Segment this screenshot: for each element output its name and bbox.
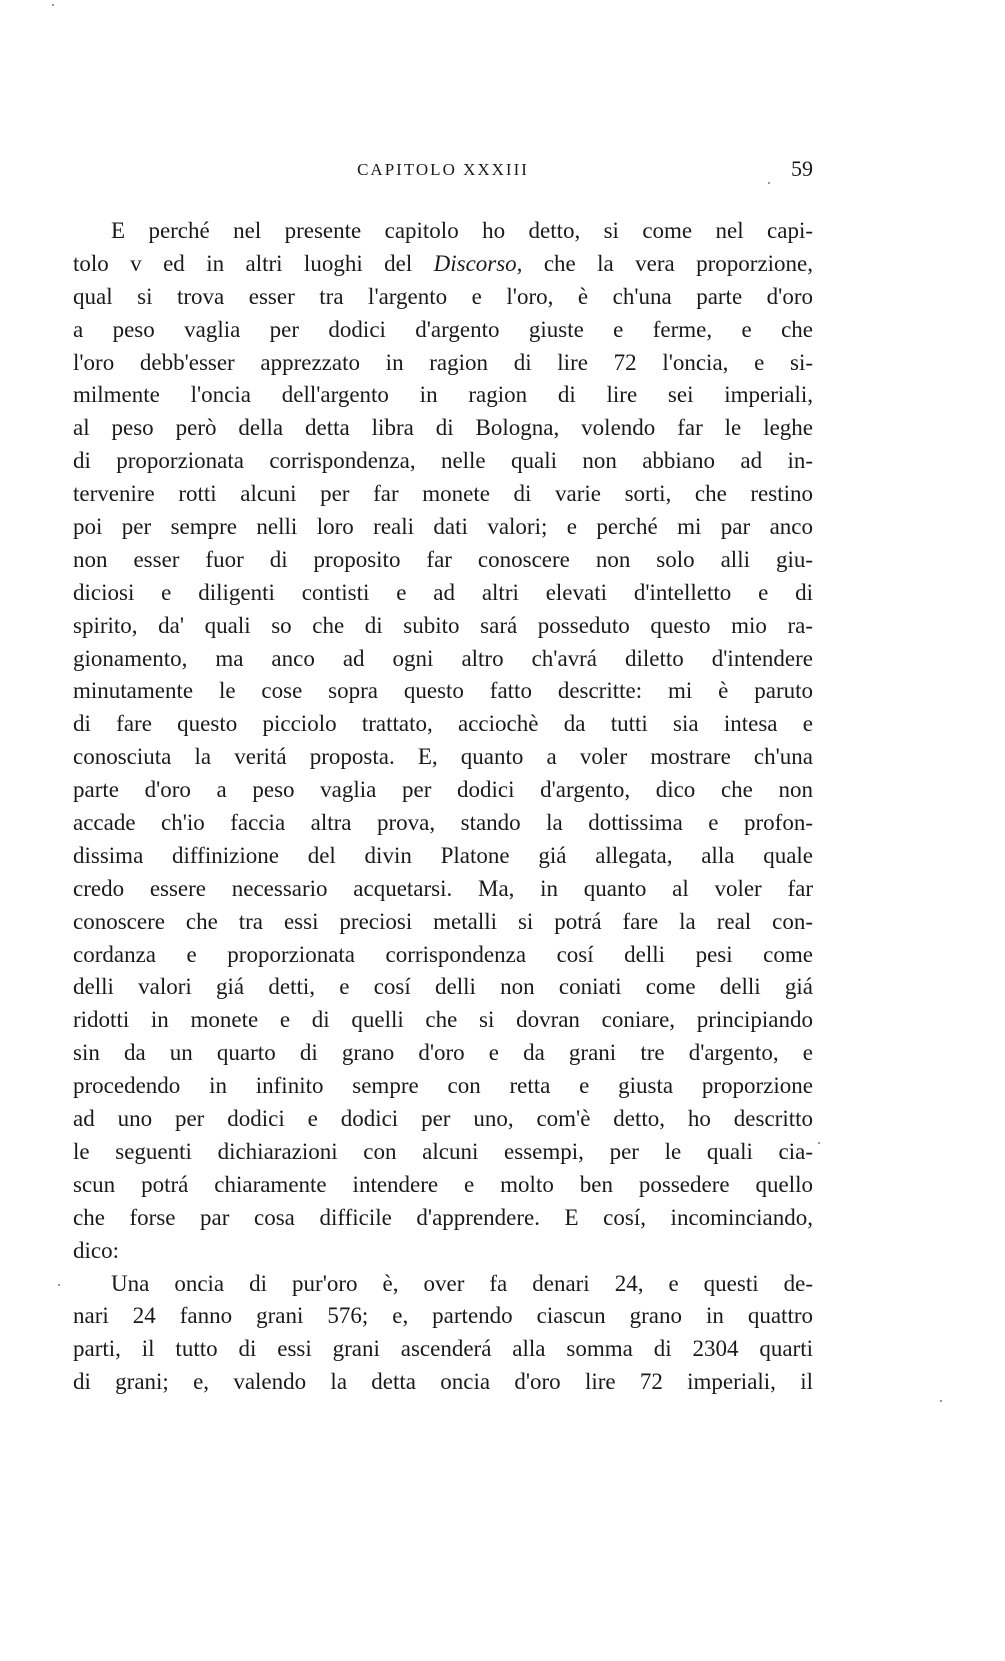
text-line: qual si trova esser tra l'argento e l'oro, è ch'una parte d'oro [73, 283, 813, 309]
italic-title: Discorso, [433, 250, 523, 276]
text-line: non esser fuor di proposito far conoscere non solo alli giu- [73, 546, 813, 572]
text-line: tervenire rotti alcuni per far monete di varie sorti, che restino [73, 481, 813, 507]
text-line: scun potrá chiaramente intendere e molto ben possedere quello [73, 1171, 813, 1197]
scan-speck [768, 182, 770, 184]
text-line: delli valori giá detti, e cosí delli non coniati come delli giá [73, 974, 813, 1000]
page-header [73, 156, 813, 186]
text-line: ad uno per dodici e dodici per uno, com'è detto, ho descritto [73, 1106, 813, 1132]
text-line: minutamente le cose sopra questo fatto descritte: mi è paruto [73, 678, 813, 704]
running-title: CAPITOLO XXXIII [357, 160, 529, 179]
text-line: che forse par cosa difficile d'apprendere. E cosí, incominciando, [73, 1204, 813, 1230]
text-line: le seguenti dichiarazioni con alcuni essempi, per le quali cia- [73, 1138, 813, 1164]
text-line: procedendo in infinito sempre con retta e giusta proporzione [73, 1073, 813, 1099]
text-line: dico: [73, 1237, 119, 1263]
text-line: accade ch'io faccia altra prova, stando la dottissima e profon- [73, 810, 813, 836]
text-line: di fare questo picciolo trattato, acciochè da tutti sia intesa e [73, 711, 813, 737]
text-line: parte d'oro a peso vaglia per dodici d'argento, dico che non [73, 777, 813, 803]
scan-speck [52, 4, 54, 6]
text-line: milmente l'oncia dell'argento in ragion di lire sei imperiali, [73, 382, 813, 408]
text-line: nari 24 fanno grani 576; e, partendo ciascun grano in quattro [73, 1303, 813, 1329]
page-body [73, 215, 813, 1399]
paragraph-2 [73, 1268, 813, 1400]
text-line: Una oncia di pur'oro è, over fa denari 24, e questi de- [111, 1270, 813, 1296]
text-line: sin da un quarto di grano d'oro e da grani tre d'argento, e [73, 1040, 813, 1066]
text-line: parti, il tutto di essi grani ascenderá alla somma di 2304 quarti [73, 1336, 813, 1362]
text-line: cordanza e proporzionata corrispondenza cosí delli pesi come [73, 941, 813, 967]
text-line: dissima diffinizione del divin Platone giá allegata, alla quale [73, 842, 813, 868]
text-line: l'oro debb'esser apprezzato in ragion di lire 72 l'oncia, e si- [73, 349, 813, 375]
text-line: tolo v ed in altri luoghi del Discorso, che la vera proporzione, [73, 250, 813, 276]
page-number: 59 [791, 156, 813, 181]
text-line: gionamento, ma anco ad ogni altro ch'avrá diletto d'intendere [73, 645, 813, 671]
text-line: di grani; e, valendo la detta oncia d'oro lire 72 imperiali, il [73, 1369, 813, 1395]
text-line: poi per sempre nelli loro reali dati valori; e perché mi par anco [73, 514, 813, 540]
text-line: credo essere necessario acquetarsi. Ma, in quanto al voler far [73, 875, 813, 901]
text-line: conoscere che tra essi preciosi metalli si potrá fare la real con- [73, 908, 813, 934]
text-line: diciosi e diligenti contisti e ad altri elevati d'intelletto e di [73, 579, 813, 605]
text-line: ridotti in monete e di quelli che si dovran coniare, principiando [73, 1007, 813, 1033]
text-line: spirito, da' quali so che di subito sará posseduto questo mio ra- [73, 612, 813, 638]
text-line: conosciuta la veritá proposta. E, quanto a voler mostrare ch'una [73, 744, 813, 770]
text-line: a peso vaglia per dodici d'argento giuste e ferme, e che [73, 316, 813, 342]
text-line: di proporzionata corrispondenza, nelle quali non abbiano ad in- [73, 448, 813, 474]
paragraph-1 [73, 215, 813, 1268]
scan-speck [940, 1400, 942, 1402]
scan-speck [58, 1284, 60, 1286]
scan-speck [818, 1142, 820, 1144]
text-line: E perché nel presente capitolo ho detto, si come nel capi- [111, 218, 813, 243]
text-line: al peso però della detta libra di Bologna, volendo far le leghe [73, 415, 813, 441]
